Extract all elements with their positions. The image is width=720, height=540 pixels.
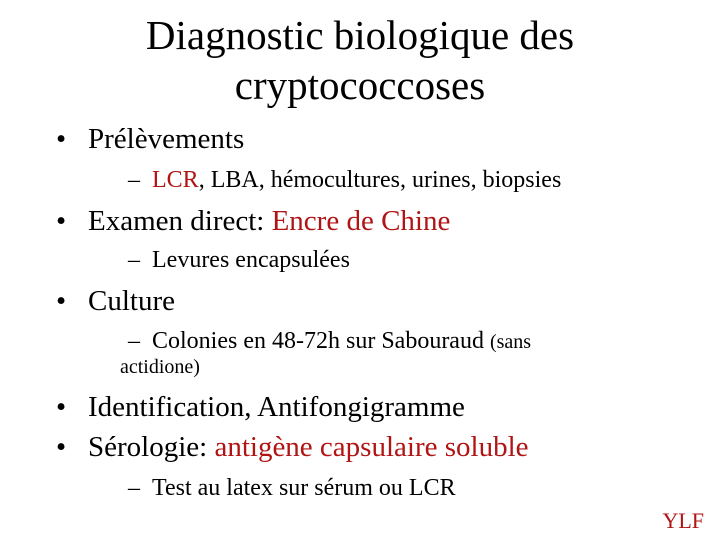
sub-bullet-continuation: actidione)	[120, 356, 200, 378]
red-text-lcr: LCR	[152, 167, 199, 193]
colonies-text: Colonies en 48-72h sur Sabouraud	[152, 328, 490, 354]
red-text-antigene: antigène capsulaire soluble	[214, 431, 529, 463]
bullet-text	[88, 204, 450, 238]
examen-direct-label: Examen direct:	[88, 205, 272, 237]
sub-bullet-text: Test au latex sur sérum ou LCR	[152, 475, 456, 501]
colonies-small-text: (sans	[489, 331, 532, 353]
slide-title	[0, 10, 720, 110]
sub-bullet-dash: –	[128, 328, 140, 354]
sub-bullet-text: Levures encapsulées	[152, 247, 350, 273]
bullet-dot: •	[56, 391, 67, 423]
sub-bullet-dash: –	[128, 167, 140, 193]
slide-title-line-2: cryptococcoses	[234, 62, 486, 108]
sub-bullet-dash: –	[128, 247, 140, 273]
specimens-rest: , LBA, hémocultures, urines, biopsies	[198, 167, 562, 193]
bullet-dot: •	[56, 205, 67, 237]
bullet-text: Prélèvements	[88, 123, 245, 155]
sub-bullet-text	[152, 166, 561, 194]
bullet-text: Identification, Antifongigramme	[88, 391, 465, 423]
bullet-text: Culture	[88, 285, 175, 317]
serologie-label: Sérologie:	[88, 431, 215, 463]
bullet-text	[88, 430, 529, 464]
bullet-dot: •	[56, 431, 67, 463]
bullet-dot: •	[56, 123, 67, 155]
footer-initials: YLF	[662, 508, 704, 533]
slide-title-line-1: Diagnostic biologique des	[145, 12, 575, 58]
sub-bullet-dash: –	[128, 475, 140, 501]
red-text-encre-de-chine: Encre de Chine	[271, 205, 451, 237]
bullet-dot: •	[56, 285, 67, 317]
sub-bullet-text	[152, 327, 531, 356]
